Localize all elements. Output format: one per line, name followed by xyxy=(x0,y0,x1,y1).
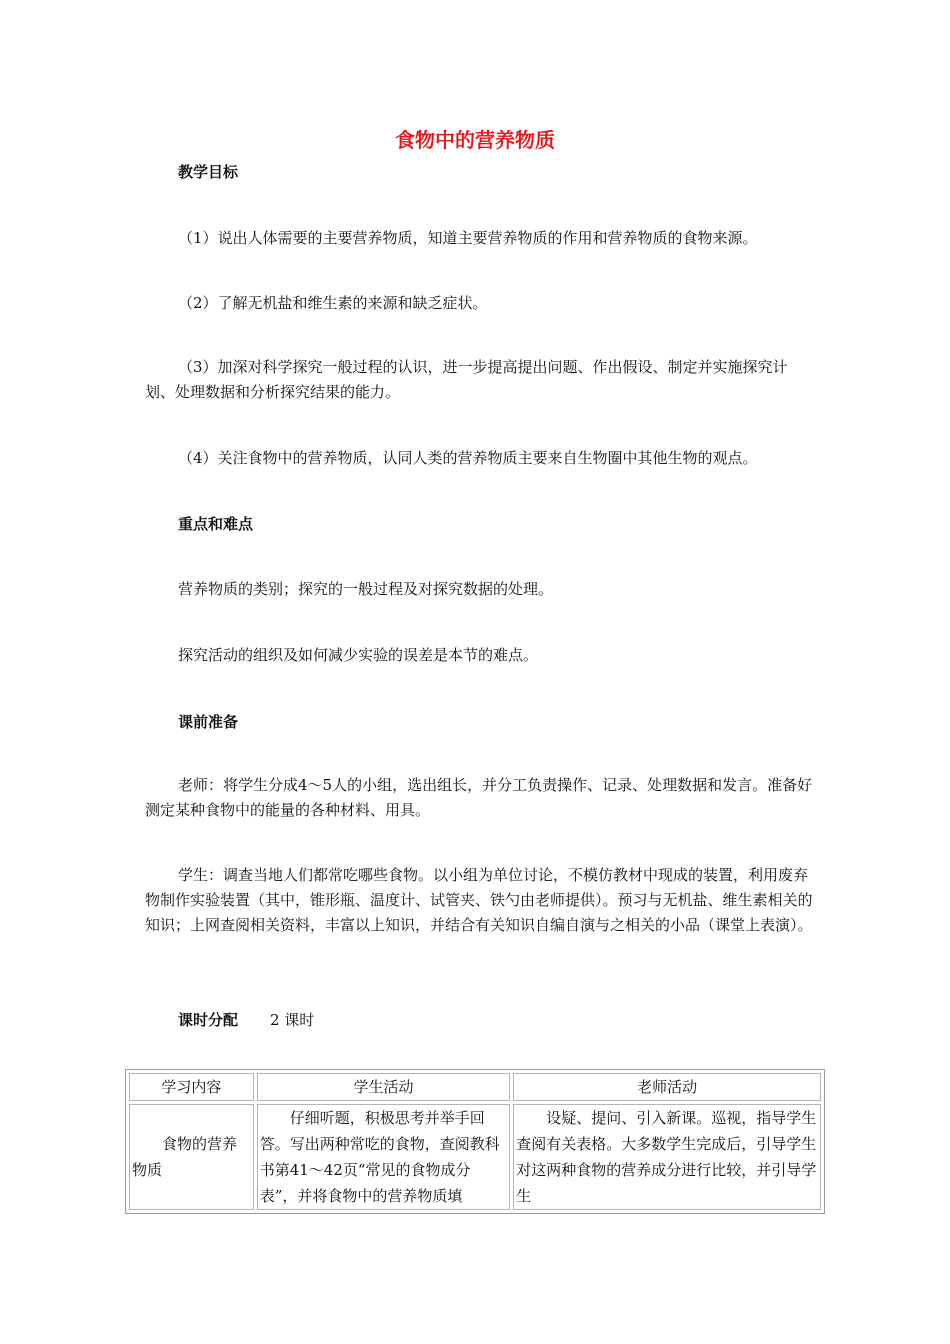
cell-student-activity xyxy=(257,1104,510,1210)
goal-4: （4）关注食物中的营养物质，认同人类的营养物质主要来自生物圈中其他生物的观点。 xyxy=(178,449,758,467)
header-content: 学习内容 xyxy=(129,1073,254,1101)
header-teacher-activity: 老师活动 xyxy=(513,1073,821,1101)
prep-student: 学生：调查当地人们都常吃哪些食物。以小组为单位讨论，不模仿教材中现成的装置，利用废弃物制作实验装置（其中，锥形瓶、温度计、试管夹、铁勺由老师提供）。预习与无机盐、维生素相关的知识；上网查阅相关资料，丰富以上知识，并结合有关知识自编自演与之相关的小品（课堂上表演）。 xyxy=(145,866,813,934)
key-point-2: 探究活动的组织及如何减少实验的误差是本节的难点。 xyxy=(178,646,539,664)
table-header-row xyxy=(129,1073,821,1101)
heading-hours: 课时分配 xyxy=(178,1011,239,1029)
goal-2: （2）了解无机盐和维生素的来源和缺乏症状。 xyxy=(178,294,488,312)
cell-teacher-activity xyxy=(513,1104,821,1210)
goal-3: （3）加深对科学探究一般过程的认识，进一步提高提出问题、作出假设、制定并实施探究计划、处理数据和分析探究结果的能力。 xyxy=(145,358,788,401)
heading-teaching-goals: 教学目标 xyxy=(178,163,239,181)
heading-key-points: 重点和难点 xyxy=(178,515,254,533)
cell-content-text: 食物的营养物质 xyxy=(132,1135,238,1179)
cell-teacher-text: 设疑、提问、引入新课。巡视，指导学生查阅有关表格。大多数学生完成后，引导学生对这两种食物的营养成分进行比较，并引导学生 xyxy=(516,1109,817,1205)
lesson-plan-table xyxy=(125,1069,825,1214)
cell-student-text: 仔细听题，积极思考并举手回答。写出两种常吃的食物，查阅教科书第41～42页“常见的食物成分表”，并将食物中的营养物质填 xyxy=(259,1109,500,1205)
hours-value: 2 课时 xyxy=(270,1011,315,1029)
header-student-activity: 学生活动 xyxy=(257,1073,510,1101)
key-point-1: 营养物质的类别；探究的一般过程及对探究数据的处理。 xyxy=(178,580,554,598)
table-row xyxy=(129,1104,821,1210)
heading-preparation: 课前准备 xyxy=(178,713,239,731)
page-title: 食物中的营养物质 xyxy=(395,128,555,152)
cell-content xyxy=(129,1104,254,1210)
prep-teacher: 老师：将学生分成4～5人的小组，选出组长，并分工负责操作、记录、处理数据和发言。准备好测定某种食物中的能量的各种材料、用具。 xyxy=(145,776,813,819)
goal-1: （1）说出人体需要的主要营养物质，知道主要营养物质的作用和营养物质的食物来源。 xyxy=(178,229,758,247)
